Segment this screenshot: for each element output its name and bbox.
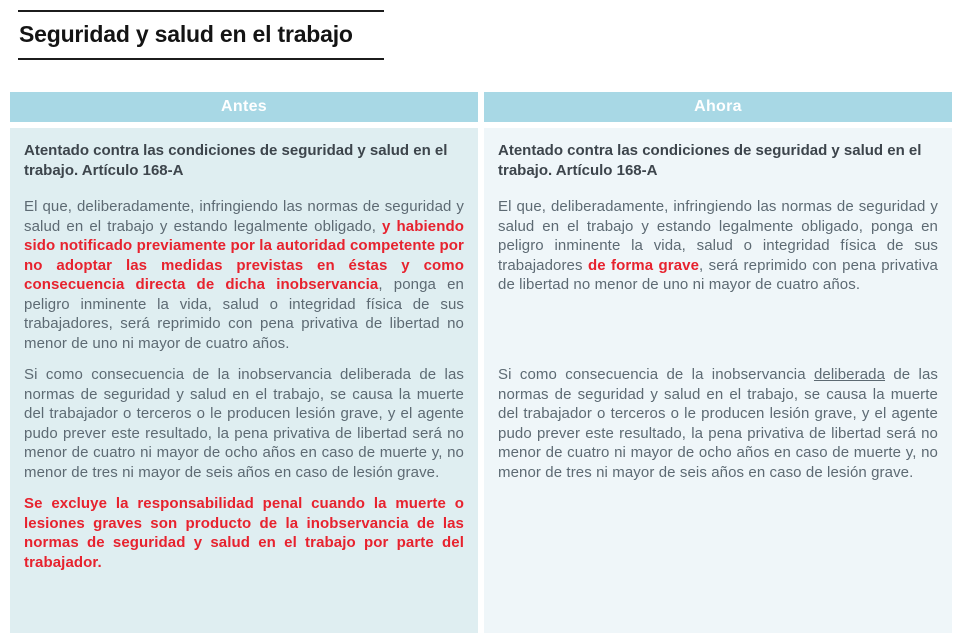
before-paragraph-2-cell xyxy=(10,353,478,482)
after-paragraph-3-cell xyxy=(484,482,952,633)
after-article-heading: Atentado contra las condiciones de seguridad y salud en el trabajo. Artículo 168-A xyxy=(498,142,922,179)
page-title: Seguridad y salud en el trabajo xyxy=(19,21,353,47)
before-article-heading-cell xyxy=(10,128,478,181)
title-block xyxy=(18,10,384,60)
column-header-antes: Antes xyxy=(10,92,478,122)
before-paragraph-1-cell xyxy=(10,181,478,353)
before-article-heading: Atentado contra las condiciones de seguridad y salud en el trabajo. Artículo 168-A xyxy=(24,142,448,179)
before-paragraph-3-cell xyxy=(10,482,478,633)
comparison-table xyxy=(10,92,952,633)
after-article-heading-cell xyxy=(484,128,952,181)
after-paragraph-2-cell xyxy=(484,353,952,482)
before-paragraph-1: El que, deliberadamente, infringiendo las normas de seguridad y salud en el trabajo y estando legalmente obligado, y habiendo sido notificado previamente por la autoridad competente por no adoptar las medidas previstas en éstas y como consecuencia directa de dicha inobservancia, ponga en peligro inminente la vida, salud o integridad física de sus trabajadores, será reprimido con pena privativa de libertad no menor de uno ni mayor de cuatro años. xyxy=(24,198,464,352)
before-paragraph-3: Se excluye la responsabilidad penal cuando la muerte o lesiones graves son producto de la inobservancia de las normas de seguridad y salud en el trabajo por parte del trabajador. xyxy=(24,495,464,571)
after-paragraph-2: Si como consecuencia de la inobservancia deliberada de las normas de seguridad y salud en el trabajo, se causa la muerte del trabajador o terceros o le producen lesión grave, y el agente pudo prever este resultado, la pena privativa de libertad será no menor de cuatro ni mayor de ocho años en caso de muerte y, no menor de tres ni mayor de seis años en caso de lesión grave. xyxy=(498,366,938,481)
title-bottom-rule xyxy=(18,58,384,60)
after-paragraph-1-cell xyxy=(484,181,952,353)
column-header-ahora: Ahora xyxy=(484,92,952,122)
before-paragraph-2: Si como consecuencia de la inobservancia deliberada de las normas de seguridad y salud en el trabajo, se causa la muerte del trabajador o terceros o le producen lesión grave, y el agente pudo prever este resultado, la pena privativa de libertad será no menor de cuatro ni mayor de ocho años en caso de muerte y, no menor de tres ni mayor de seis años en caso de lesión grave. xyxy=(24,366,464,481)
title-top-rule xyxy=(18,10,384,12)
after-paragraph-1: El que, deliberadamente, infringiendo las normas de seguridad y salud en el trabajo y estando legalmente obligado, ponga en peligro inminente la vida, salud o integridad física de sus trabajadores de forma grave, será reprimido con pena privativa de libertad no menor de uno ni mayor de cuatro años. xyxy=(498,198,938,293)
